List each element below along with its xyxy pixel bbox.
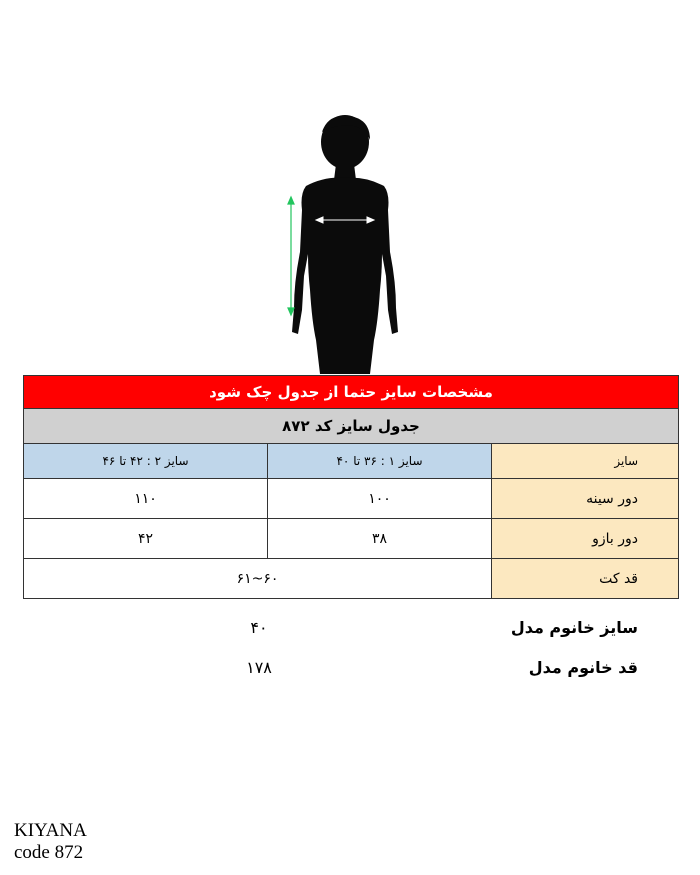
model-height-label: قد خانوم مدل [528, 658, 638, 677]
table-subtitle-row [24, 409, 679, 444]
brand-name: KIYANA [14, 820, 87, 841]
header-label: سایز [492, 444, 679, 479]
header-size-1: سایز ۱ : ۳۶ تا ۴۰ [268, 444, 492, 479]
row-label: قد کت [492, 559, 679, 599]
row-value-length: ۶۰~۶۱ [24, 559, 492, 599]
table-row [24, 559, 679, 599]
row-label: دور سینه [492, 479, 679, 519]
product-code: code 872 [14, 842, 84, 863]
model-size-value: ۴۰ [250, 618, 268, 637]
brand-block [14, 820, 87, 864]
table-header-row [24, 444, 679, 479]
row-value-size-1: ۱۰۰ [268, 479, 492, 519]
body-silhouette-icon [270, 112, 420, 374]
size-chart-table [23, 375, 679, 599]
table-title: مشخصات سایز حتما از جدول چک شود [24, 376, 679, 409]
row-label: دور بازو [492, 519, 679, 559]
table-row [24, 479, 679, 519]
table-title-row [24, 376, 679, 409]
table-subtitle: جدول سایز کد ۸۷۲ [24, 409, 679, 444]
row-value-size-2: ۱۱۰ [24, 479, 268, 519]
row-value-size-1: ۳۸ [268, 519, 492, 559]
model-size-label: سایز خانوم مدل [510, 618, 638, 637]
table-row [24, 519, 679, 559]
header-size-2: سایز ۲ : ۴۲ تا ۴۶ [24, 444, 268, 479]
row-value-size-2: ۴۲ [24, 519, 268, 559]
model-height-value: ۱۷۸ [246, 658, 272, 677]
